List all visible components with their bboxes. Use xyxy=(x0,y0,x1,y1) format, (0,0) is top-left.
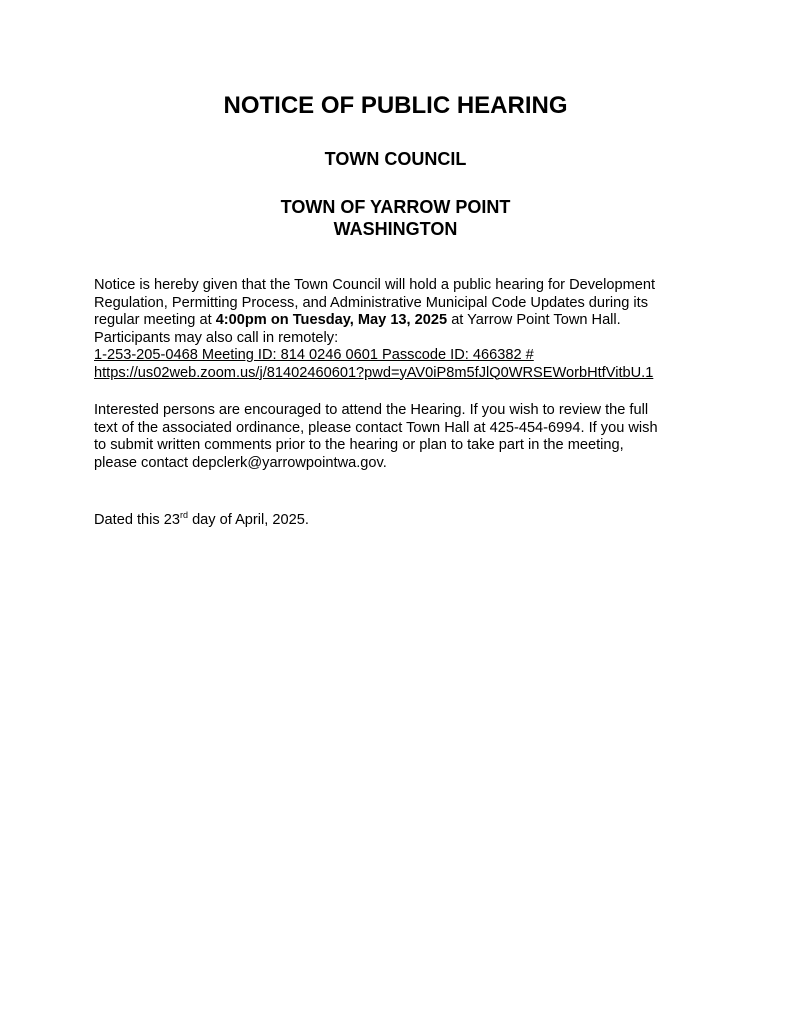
dated-ordinal-suffix: rd xyxy=(180,510,189,521)
hearing-notice-paragraph xyxy=(94,277,714,382)
paragraph-line: please contact depclerk@yarrowpointwa.gov. xyxy=(94,454,387,471)
town-heading xyxy=(0,196,791,240)
notice-title: NOTICE OF PUBLIC HEARING xyxy=(223,92,568,119)
dated-line xyxy=(94,512,714,530)
paragraph-line: Participants may also call in remotely: xyxy=(94,329,339,346)
council-heading: TOWN COUNCIL xyxy=(324,149,467,169)
zoom-meeting-link[interactable]: https://us02web.zoom.us/j/81402460601?pwd=yAV0iP8m5fJlQ0WRSEWorbHtfVitbU.1 xyxy=(94,364,654,381)
contact-paragraph xyxy=(94,402,714,472)
paragraph-line: Notice is hereby given that the Town Council will hold a public hearing for Development xyxy=(94,277,656,293)
town-name: TOWN OF YARROW POINT xyxy=(280,197,511,217)
paragraph-line xyxy=(94,312,714,330)
dated-prefix: Dated this 23 xyxy=(94,512,180,528)
paragraph-line: to submit written comments prior to the hearing or plan to take part in the meeting, xyxy=(94,437,624,453)
phone-dial-in-link[interactable]: 1-253-205-0468 Meeting ID: 814 0246 0601 Passcode ID: 466382 # xyxy=(94,347,534,363)
paragraph-line: Interested persons are encouraged to attend the Hearing. If you wish to review the full xyxy=(94,402,649,418)
paragraph-line: Regulation, Permitting Process, and Administrative Municipal Code Updates during its xyxy=(94,294,649,311)
dated-suffix: day of April, 2025. xyxy=(188,512,309,528)
state-name: WASHINGTON xyxy=(333,219,458,239)
meeting-location-text: at Yarrow Point Town Hall. xyxy=(447,312,621,328)
meeting-text-prefix: regular meeting at xyxy=(94,312,216,328)
meeting-date-time: 4:00pm on Tuesday, May 13, 2025 xyxy=(215,312,448,328)
paragraph-line: text of the associated ordinance, please contact Town Hall at 425-454-6994. If you wish xyxy=(94,419,658,436)
